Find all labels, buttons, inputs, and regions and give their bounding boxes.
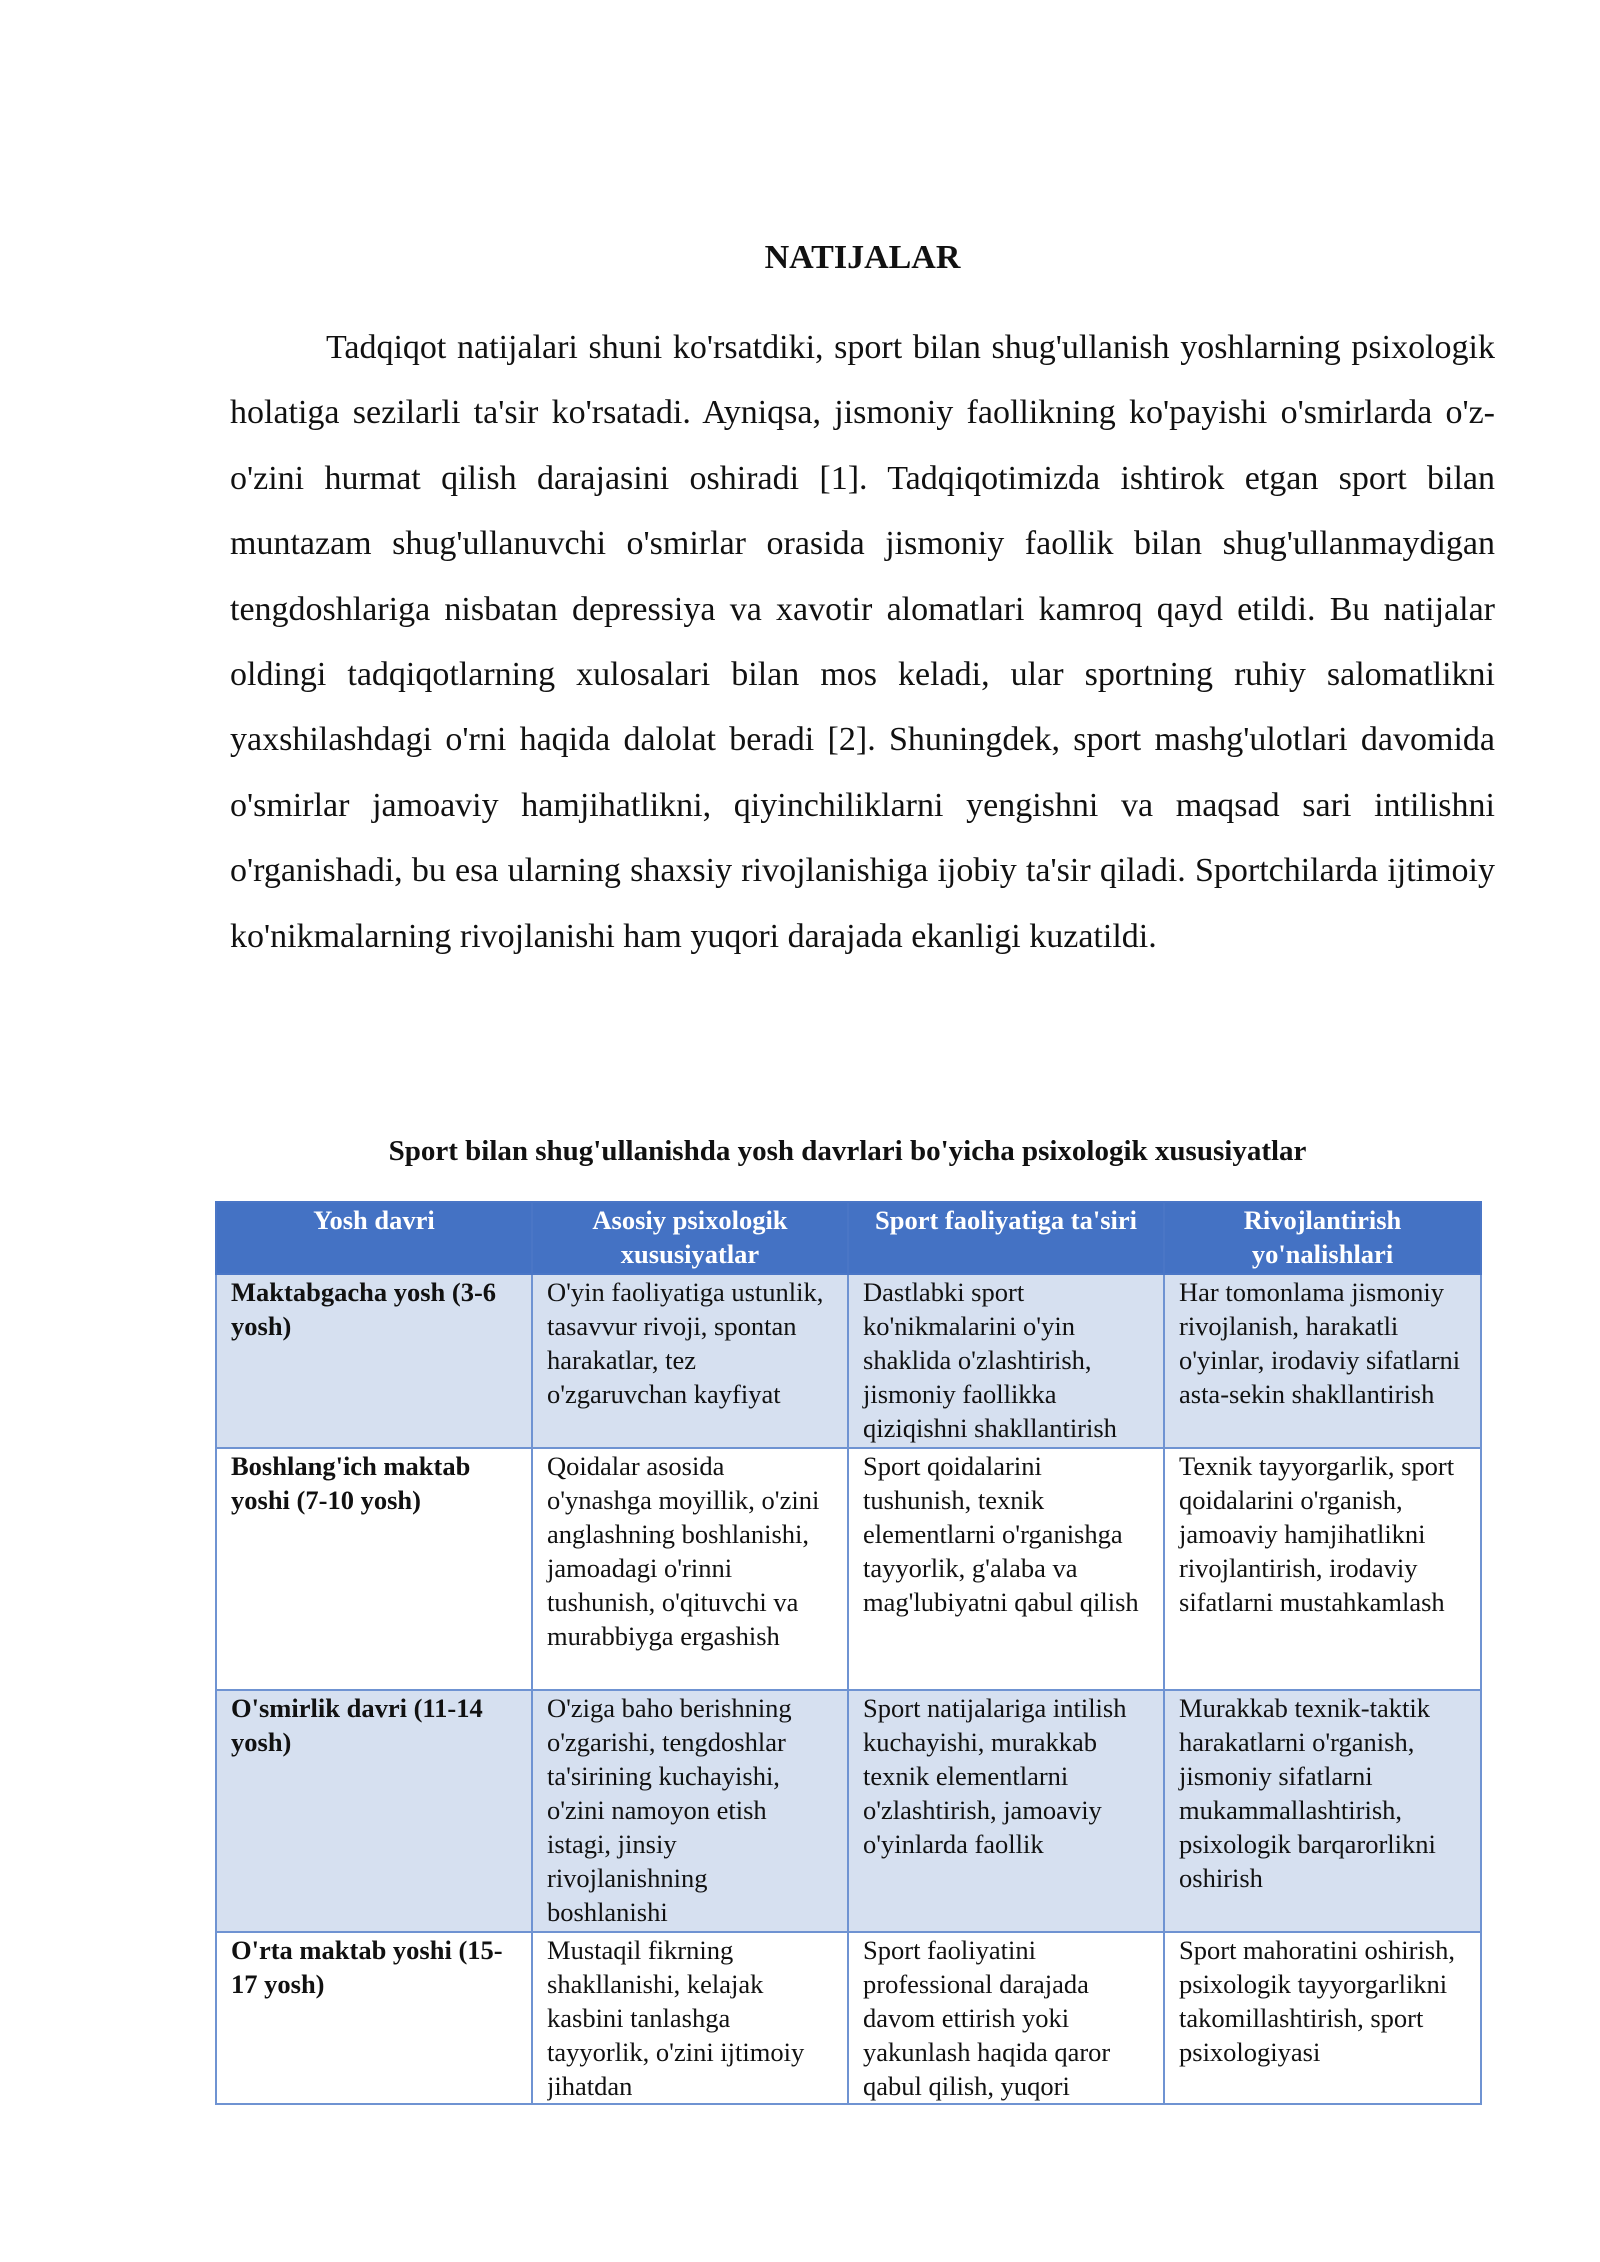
table-header-row <box>216 1202 1481 1274</box>
impact-cell: Dastlabki sport ko'nikmalarini o'yin shaklida o'zlashtirish, jismoniy faollikka qiziqishni shakllantirish <box>848 1274 1164 1448</box>
age-cell: O'smirlik davri (11-14 yosh) <box>216 1690 532 1932</box>
results-paragraph: Tadqiqot natijalari shuni ko'rsatdiki, sport bilan shug'ullanish yoshlarning psixologik holatiga sezilarli ta'sir ko'rsatadi. Ayniqsa, jismoniy faollikning ko'payishi o'smirlarda o'z-o'zini hurmat qilish darajasini oshiradi [1]. Tadqiqotimizda ishtirok etgan sport bilan muntazam shug'ullanuvchi o'smirlar orasida jismoniy faollik bilan shug'ullanmaydigan tengdoshlariga nisbatan depressiya va xavotir alomatlari kamroq qayd etildi. Bu natijalar oldingi tadqiqotlarning xulosalari bilan mos keladi, ular sportning ruhiy salomatlikni yaxshilashdagi o'rni haqida dalolat beradi [2]. Shuningdek, sport mashg'ulotlari davomida o'smirlar jamoaviy hamjihatlikni, qiyinchiliklarni yengishni va maqsad sari intilishni o'rganishadi, bu esa ularning shaxsiy rivojlanishiga ijobiy ta'sir qiladi. Sportchilarda ijtimoiy ko'nikmalarning rivojlanishi ham yuqori darajada ekanligi kuzatildi. <box>230 329 1495 955</box>
table-row <box>216 1274 1481 1448</box>
header-sport-impact: Sport faoliyatiga ta'siri <box>848 1202 1164 1274</box>
header-psych-features: Asosiy psixologik xususiyatlar <box>532 1202 848 1274</box>
directions-cell: Texnik tayyorgarlik, sport qoidalarini o'rganish, jamoaviy hamjihatlikni rivojlantirish, irodaviy sifatlarni mustahkamlash <box>1164 1448 1481 1690</box>
directions-cell <box>1164 1932 1481 2104</box>
impact-cell <box>848 1932 1164 2104</box>
cell-text: O'rta maktab yoshi (15-17 yosh) <box>231 1935 503 1999</box>
header-age-period: Yosh davri <box>216 1202 532 1274</box>
cell-text: Mustaqil fikrning shakllanishi, kelajak kasbini tanlashga tayyorlik, o'zini ijtimoiy jihatdan <box>547 1935 805 2101</box>
directions-cell: Har tomonlama jismoniy rivojlanish, harakatli o'yinlar, irodaviy sifatlarni asta-sekin shakllantirish <box>1164 1274 1481 1448</box>
section-heading: NATIJALAR <box>764 239 961 276</box>
cell-text: Sport faoliyatini professional darajada davom ettirish yoki yakunlash haqida qaror qabul qilish, yuqori <box>863 1935 1111 2101</box>
age-cell <box>216 1932 532 2104</box>
header-development-directions: Rivojlantirish yo'nalishlari <box>1164 1202 1481 1274</box>
age-cell: Boshlang'ich maktab yoshi (7-10 yosh) <box>216 1448 532 1690</box>
age-psychology-table <box>215 1201 1482 2105</box>
features-cell: O'ziga baho berishning o'zgarishi, tengdoshlar ta'sirining kuchayishi, o'zini namoyon etish istagi, jinsiy rivojlanishning boshlanishi <box>532 1690 848 1932</box>
table-row <box>216 1932 1481 2104</box>
features-cell: Qoidalar asosida o'ynashga moyillik, o'zini anglashning boshlanishi, jamoadagi o'rinni tushunish, o'qituvchi va murabbiyga ergashish <box>532 1448 848 1690</box>
table-caption: Sport bilan shug'ullanishda yosh davrlari bo'yicha psixologik xususiyatlar <box>388 1135 1307 1167</box>
directions-cell: Murakkab texnik-taktik harakatlarni o'rganish, jismoniy sifatlarni mukammallashtirish, psixologik barqarorlikni oshirish <box>1164 1690 1481 1932</box>
table-row <box>216 1448 1481 1690</box>
table-row <box>216 1690 1481 1932</box>
impact-cell: Sport qoidalarini tushunish, texnik elementlarni o'rganishga tayyorlik, g'alaba va mag'lubiyatni qabul qilish <box>848 1448 1164 1690</box>
features-cell: O'yin faoliyatiga ustunlik, tasavvur rivoji, spontan harakatlar, tez o'zgaruvchan kayfiyat <box>532 1274 848 1448</box>
cell-text: Sport mahoratini oshirish, psixologik tayyorgarlikni takomillashtirish, sport psixologiyasi <box>1179 1935 1456 2067</box>
impact-cell: Sport natijalariga intilish kuchayishi, murakkab texnik elementlarni o'zlashtirish, jamoaviy o'yinlarda faollik <box>848 1690 1164 1932</box>
age-cell: Maktabgacha yosh (3-6 yosh) <box>216 1274 532 1448</box>
features-cell <box>532 1932 848 2104</box>
